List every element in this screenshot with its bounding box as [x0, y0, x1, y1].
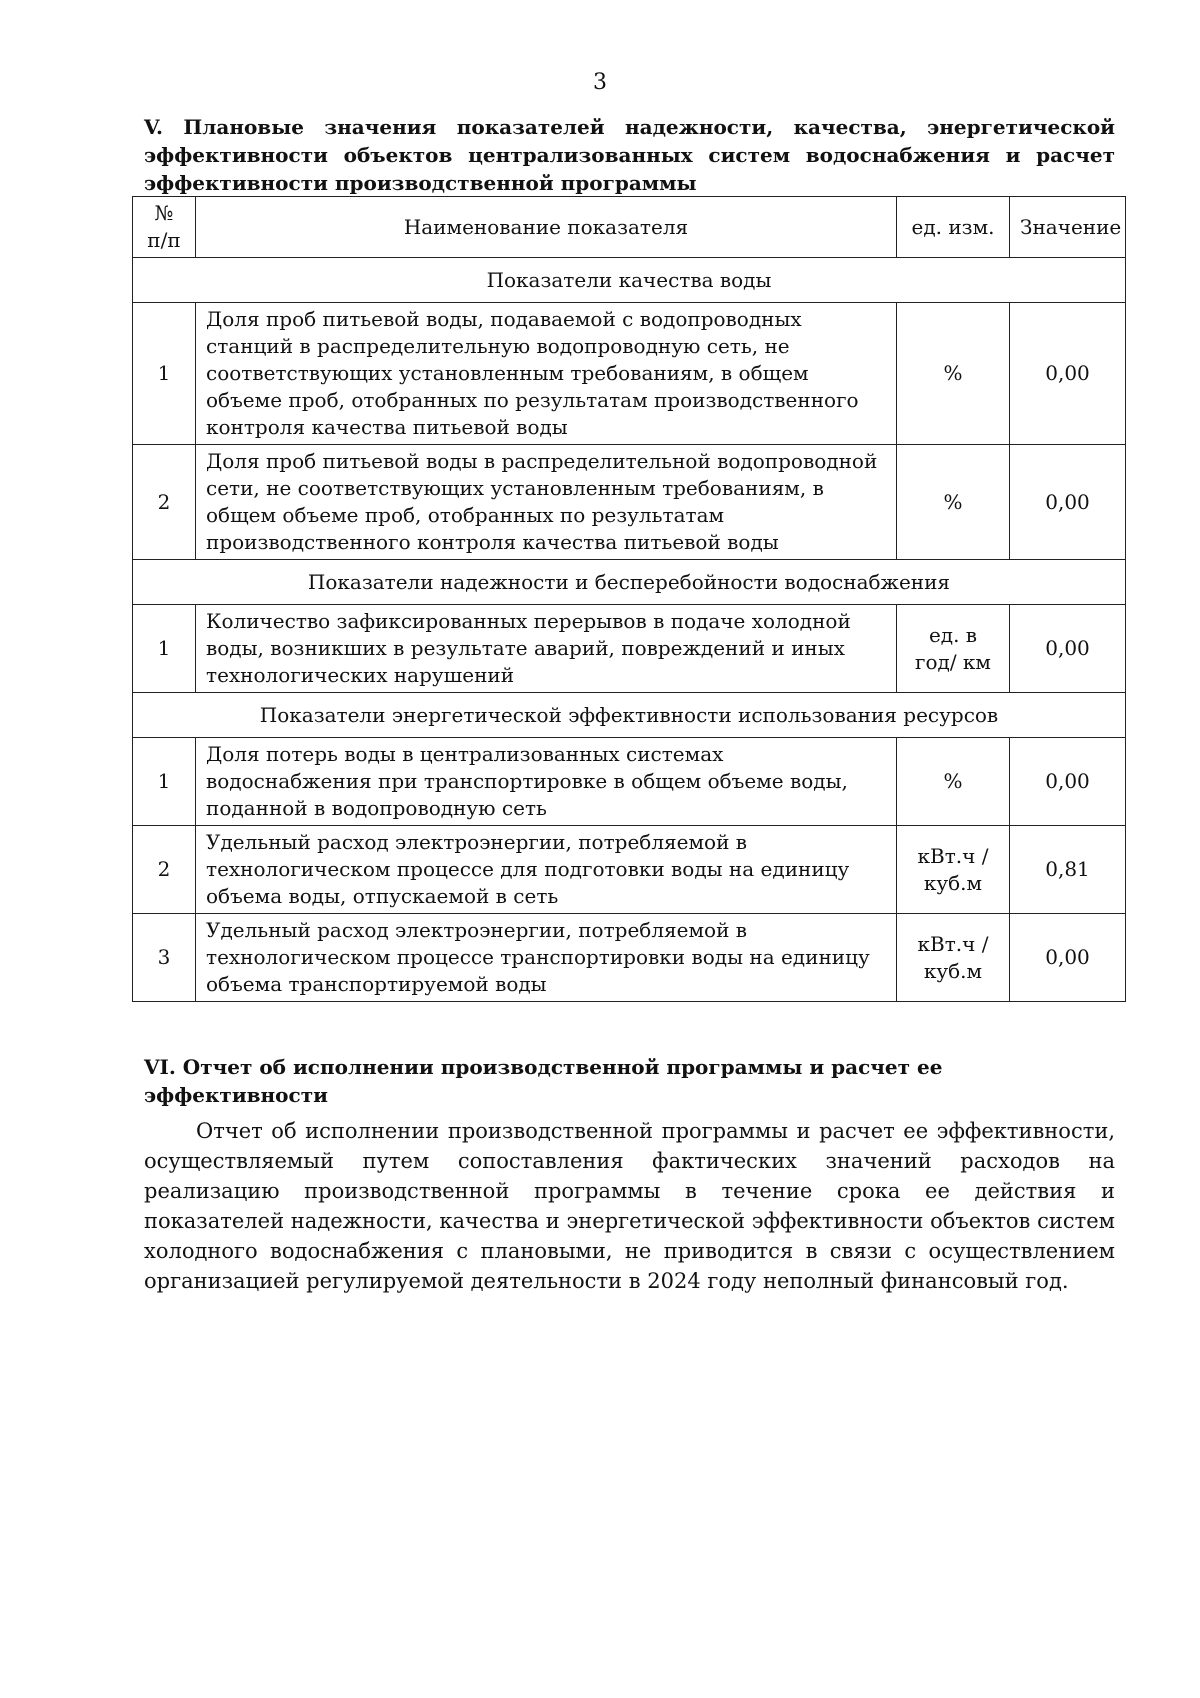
group-title: Показатели качества воды	[133, 258, 1126, 303]
header-value: Значение	[1010, 197, 1126, 258]
row-value: 0,81	[1010, 826, 1126, 914]
row-unit: кВт.ч / куб.м	[897, 826, 1010, 914]
row-num: 2	[133, 826, 196, 914]
row-unit: %	[897, 303, 1010, 445]
header-unit: ед. изм.	[897, 197, 1010, 258]
table-row	[133, 826, 1126, 914]
row-name: Удельный расход электроэнергии, потребляемой в технологическом процессе транспортировки воды на единицу объема транспортируемой воды	[196, 914, 897, 1002]
row-name: Доля проб питьевой воды, подаваемой с водопроводных станций в распределительную водопроводную сеть, не соответствующих установленным требованиям, в общем объеме проб, отобранных по результатам производственного контроля качества питьевой воды	[196, 303, 897, 445]
table-row	[133, 445, 1126, 560]
row-name: Удельный расход электроэнергии, потребляемой в технологическом процессе для подготовки воды на единицу объема воды, отпускаемой в сеть	[196, 826, 897, 914]
table-row	[133, 605, 1126, 693]
group-row	[133, 693, 1126, 738]
section-vi-title: VI. Отчет об исполнении производственной программы и расчет ее эффективности	[144, 1055, 943, 1107]
row-value: 0,00	[1010, 445, 1126, 560]
row-unit: %	[897, 738, 1010, 826]
row-value: 0,00	[1010, 303, 1126, 445]
row-name: Количество зафиксированных перерывов в подаче холодной воды, возникших в результате аварий, повреждений и иных технологических нарушений	[196, 605, 897, 693]
table-row	[133, 303, 1126, 445]
row-num: 1	[133, 303, 196, 445]
row-value: 0,00	[1010, 914, 1126, 1002]
row-value: 0,00	[1010, 738, 1126, 826]
row-unit: ед. в год/ км	[897, 605, 1010, 693]
header-name: Наименование показателя	[196, 197, 897, 258]
row-num: 1	[133, 605, 196, 693]
table-header-row	[133, 197, 1126, 258]
row-value: 0,00	[1010, 605, 1126, 693]
row-name: Доля потерь воды в централизованных системах водоснабжения при транспортировке в общем объеме воды, поданной в водопроводную сеть	[196, 738, 897, 826]
group-title: Показатели надежности и бесперебойности водоснабжения	[133, 560, 1126, 605]
page-number: 3	[593, 70, 607, 95]
header-num: № п/п	[133, 197, 196, 258]
row-num: 1	[133, 738, 196, 826]
table-row	[133, 914, 1126, 1002]
row-num: 2	[133, 445, 196, 560]
group-title: Показатели энергетической эффективности использования ресурсов	[133, 693, 1126, 738]
section-v-title: V. Плановые значения показателей надежности, качества, энергетической эффективности объектов централизованных систем водоснабжения и расчет эффективности производственной программы	[144, 115, 1115, 195]
row-name: Доля проб питьевой воды в распределительной водопроводной сети, не соответствующих установленным требованиям, в общем объеме проб, отобранных по результатам производственного контроля качества питьевой воды	[196, 445, 897, 560]
indicators-table	[132, 196, 1126, 1002]
row-unit: %	[897, 445, 1010, 560]
table-row	[133, 738, 1126, 826]
row-num: 3	[133, 914, 196, 1002]
report-paragraph: Отчет об исполнении производственной программы и расчет ее эффективности, осуществляемый путем сопоставления фактических значений расходов на реализацию производственной программы в течение срока ее действия и показателей надежности, качества и энергетической эффективности объектов систем холодного водоснабжения с плановыми, не приводится в связи с осуществлением организацией регулируемой деятельности в 2024 году неполный финансовый год.	[144, 1119, 1115, 1293]
row-unit: кВт.ч / куб.м	[897, 914, 1010, 1002]
group-row	[133, 560, 1126, 605]
group-row	[133, 258, 1126, 303]
